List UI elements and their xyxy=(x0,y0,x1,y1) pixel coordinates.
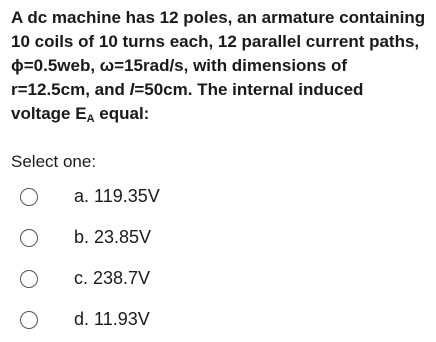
answer-options xyxy=(0,176,436,340)
question-text xyxy=(11,6,431,126)
option-c-label[interactable]: c. 238.7V xyxy=(74,268,151,288)
question-line-5-prefix: voltage E xyxy=(11,104,87,123)
radio-button-icon[interactable] xyxy=(20,229,38,247)
option-a-label[interactable]: a. 119.35V xyxy=(74,186,160,206)
option-c[interactable] xyxy=(0,258,436,299)
option-d-label[interactable]: d. 11.93V xyxy=(74,309,150,329)
voltage-subscript: A xyxy=(86,113,95,125)
radio-button-icon[interactable] xyxy=(20,188,38,206)
option-a[interactable] xyxy=(0,176,436,217)
option-b-label[interactable]: b. 23.85V xyxy=(74,227,152,247)
question-line-2: 10 coils of 10 turns each, 12 parallel current paths, xyxy=(11,32,420,51)
question-line-4-suffix: =50cm. The internal induced xyxy=(134,80,364,99)
question-line-1: A dc machine has 12 poles, an armature containing xyxy=(11,8,426,27)
option-b[interactable] xyxy=(0,217,436,258)
option-d[interactable] xyxy=(0,299,436,340)
question-line-4 xyxy=(11,78,431,102)
question-line-5 xyxy=(11,102,431,126)
question-line-5-suffix: equal: xyxy=(94,104,150,123)
radio-button-icon[interactable] xyxy=(20,311,38,329)
question-line-4-prefix: r=12.5cm, and xyxy=(11,80,130,99)
question-line-3: ϕ=0.5web, ω=15rad/s, with dimensions of xyxy=(11,56,348,75)
radio-button-icon[interactable] xyxy=(20,270,38,288)
length-variable: l xyxy=(129,80,135,99)
select-one-prompt: Select one: xyxy=(11,152,97,171)
